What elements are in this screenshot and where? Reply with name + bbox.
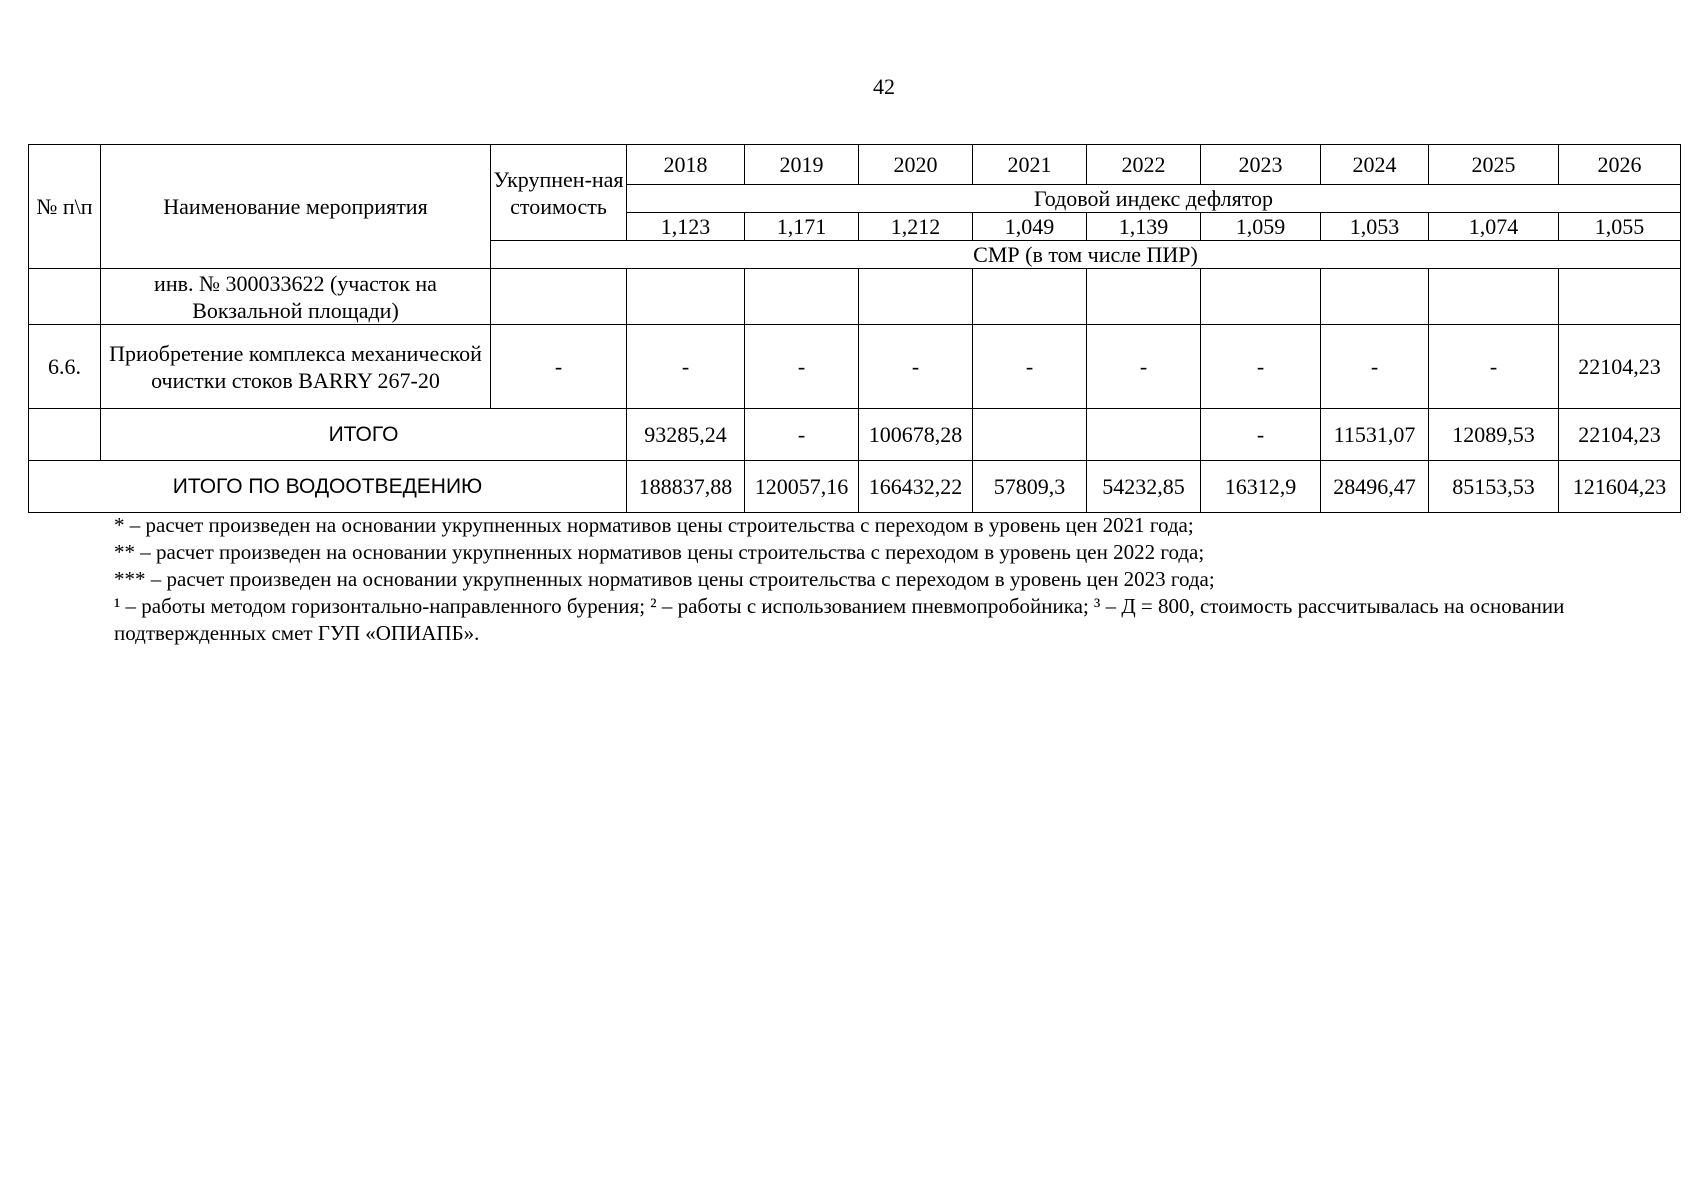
header-year: 2020 <box>859 145 973 185</box>
footnote: ¹ – работы методом горизонтально-направленного бурения; ² – работы с использованием пневмопробойника; ³ – Д = 800, стоимость рассчитывалась на основании подтвержденных смет ГУП «ОПИАПБ». <box>114 594 1565 645</box>
header-year: 2025 <box>1429 145 1559 185</box>
investment-table <box>28 144 1681 513</box>
row-value <box>859 269 973 325</box>
row-value: - <box>745 325 859 409</box>
header-year: 2022 <box>1087 145 1201 185</box>
row-value: 22104,23 <box>1559 325 1681 409</box>
row-value: - <box>859 325 973 409</box>
page-number: 42 <box>873 74 895 99</box>
row-name: Приобретение комплекса механической очистки стоков BARRY 267-20 <box>101 325 491 409</box>
footnote: *** – расчет произведен на основании укрупненных нормативов цены строительства с переходом в уровень цен 2023 года; <box>114 567 1215 591</box>
header-year: 2026 <box>1559 145 1681 185</box>
grand-total-value: 57809,3 <box>973 461 1087 513</box>
grand-total-value: 16312,9 <box>1201 461 1321 513</box>
row-value <box>1087 269 1201 325</box>
grand-total-value: 54232,85 <box>1087 461 1201 513</box>
header-smr-label: СМР (в том числе ПИР) <box>491 241 1681 269</box>
header-cost: Укрупнен-ная стоимость <box>491 145 627 241</box>
grand-total-value: 121604,23 <box>1559 461 1681 513</box>
total-value: 12089,53 <box>1429 409 1559 461</box>
deflator-value: 1,053 <box>1321 213 1429 241</box>
deflator-value: 1,059 <box>1201 213 1321 241</box>
footnotes <box>114 512 1634 647</box>
deflator-value: 1,049 <box>973 213 1087 241</box>
total-label: ИТОГО <box>101 409 627 461</box>
total-value: 100678,28 <box>859 409 973 461</box>
deflator-value: 1,074 <box>1429 213 1559 241</box>
row-cost <box>491 269 627 325</box>
header-years-row <box>29 145 1681 185</box>
row-value <box>1321 269 1429 325</box>
row-num <box>29 409 101 461</box>
header-num: № п\п <box>29 145 101 269</box>
row-value: - <box>1087 325 1201 409</box>
row-value: - <box>627 325 745 409</box>
header-name: Наименование мероприятия <box>101 145 491 269</box>
deflator-value: 1,139 <box>1087 213 1201 241</box>
row-value <box>973 269 1087 325</box>
grand-total-value: 188837,88 <box>627 461 745 513</box>
footnote: * – расчет произведен на основании укрупненных нормативов цены строительства с переходом в уровень цен 2021 года; <box>114 513 1194 537</box>
total-value: 11531,07 <box>1321 409 1429 461</box>
deflator-value: 1,171 <box>745 213 859 241</box>
footnote: ** – расчет произведен на основании укрупненных нормативов цены строительства с переходом в уровень цен 2022 года; <box>114 540 1205 564</box>
row-value: - <box>1429 325 1559 409</box>
row-value <box>1559 269 1681 325</box>
deflator-value: 1,212 <box>859 213 973 241</box>
total-value <box>1087 409 1201 461</box>
grand-total-value: 166432,22 <box>859 461 973 513</box>
row-value: - <box>973 325 1087 409</box>
row-value: - <box>1201 325 1321 409</box>
total-value <box>973 409 1087 461</box>
table-row-total <box>29 409 1681 461</box>
table-row <box>29 325 1681 409</box>
header-year: 2018 <box>627 145 745 185</box>
total-value: 22104,23 <box>1559 409 1681 461</box>
total-value: - <box>1201 409 1321 461</box>
row-num <box>29 269 101 325</box>
table-row <box>29 269 1681 325</box>
table-row-grand-total <box>29 461 1681 513</box>
row-value <box>745 269 859 325</box>
header-year: 2023 <box>1201 145 1321 185</box>
deflator-value: 1,123 <box>627 213 745 241</box>
grand-total-value: 120057,16 <box>745 461 859 513</box>
total-value: 93285,24 <box>627 409 745 461</box>
total-value: - <box>745 409 859 461</box>
row-cost: - <box>491 325 627 409</box>
row-value: - <box>1321 325 1429 409</box>
header-year: 2024 <box>1321 145 1429 185</box>
grand-total-label: ИТОГО ПО ВОДООТВЕДЕНИЮ <box>29 461 627 513</box>
header-deflator-label: Годовой индекс дефлятор <box>627 185 1681 213</box>
grand-total-value: 85153,53 <box>1429 461 1559 513</box>
row-value <box>1429 269 1559 325</box>
row-value <box>1201 269 1321 325</box>
deflator-value: 1,055 <box>1559 213 1681 241</box>
row-num: 6.6. <box>29 325 101 409</box>
header-year: 2021 <box>973 145 1087 185</box>
grand-total-value: 28496,47 <box>1321 461 1429 513</box>
header-year: 2019 <box>745 145 859 185</box>
row-value <box>627 269 745 325</box>
row-name: инв. № 300033622 (участок на Вокзальной площади) <box>101 269 491 325</box>
